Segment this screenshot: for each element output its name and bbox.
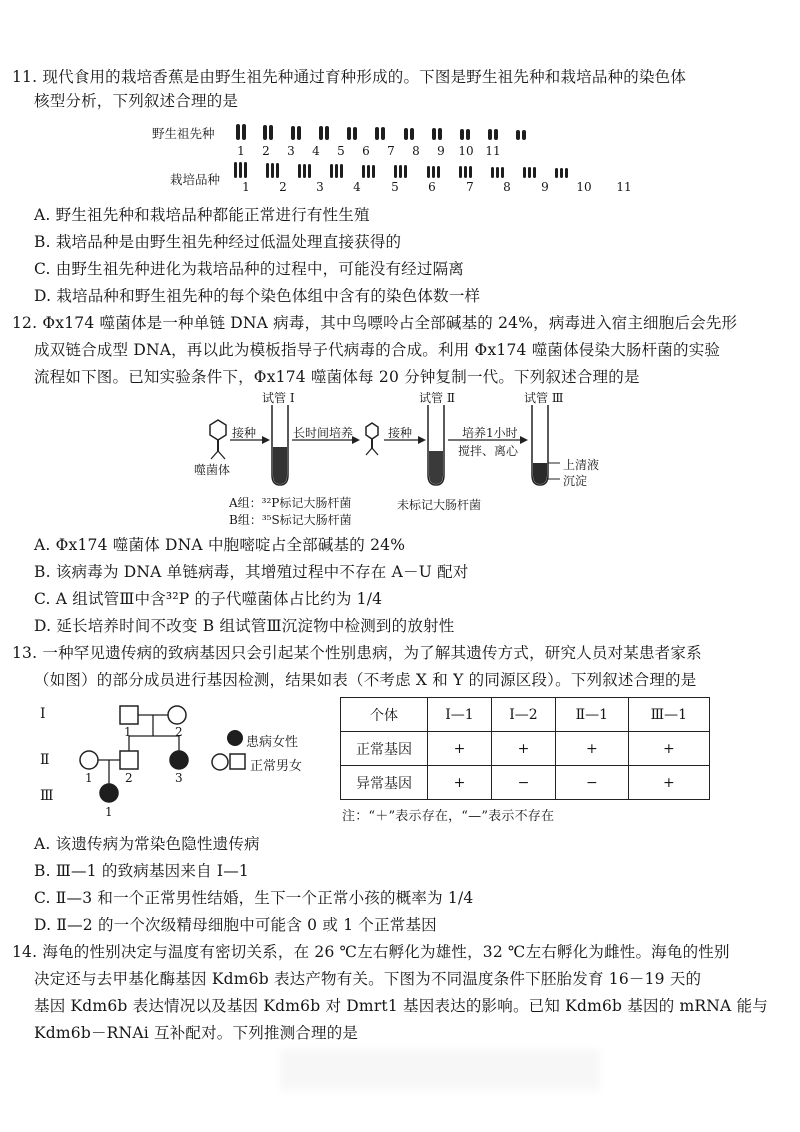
q14-line1: 14. 海龟的性别决定与温度有密切关系，在 26 ℃左右孵化为雄性，32 ℃左右孵化为雌性。海龟的性别	[12, 943, 730, 961]
wild-ancestor-label: 野生祖先种	[152, 126, 215, 141]
unlabeled-label: 未标记大肠杆菌	[397, 498, 482, 512]
q12-option-d: D. 延长培养时间不改变 B 组试管Ⅲ沉淀物中检测到的放射性	[34, 617, 455, 635]
phage-icon-2	[366, 423, 378, 455]
wild-num-10: 10	[458, 144, 474, 158]
cultivar-num-5: 5	[391, 180, 399, 194]
arrow3-label: 接种	[388, 426, 413, 440]
table-cell: +	[628, 766, 709, 800]
tube-2	[428, 405, 444, 485]
table-header-cell: Ⅲ—1	[628, 698, 709, 732]
table-row	[341, 766, 710, 800]
cultivar-num-9: 9	[541, 180, 549, 194]
table-cell: +	[428, 766, 492, 800]
table-cell: +	[491, 732, 555, 766]
group-a-label: A组：³²P标记大肠杆菌	[229, 496, 352, 510]
cultivar-num-2: 2	[279, 180, 287, 194]
wild-num-7: 7	[387, 144, 395, 158]
q13-option-c: C. Ⅱ—3 和一个正常男性结婚，生下一个正常小孩的概率为 1/4	[34, 889, 474, 907]
arrow4-bottom-label: 搅拌、离心	[458, 444, 519, 458]
tube2-label: 试管 Ⅱ	[419, 391, 455, 405]
generation-1-label: Ⅰ	[40, 706, 46, 722]
gen1-num-2: 2	[175, 725, 183, 739]
table-cell: +	[555, 732, 628, 766]
table-cell: +	[628, 732, 709, 766]
cultivar-chromosomes	[234, 162, 570, 182]
gen3-num-1: 1	[105, 805, 113, 819]
q11-option-a: A. 野生祖先种和栽培品种都能正常进行有性生殖	[34, 206, 370, 224]
wild-num-6: 6	[362, 144, 370, 158]
table-row	[341, 732, 710, 766]
cultivar-num-1: 1	[242, 180, 250, 194]
cultivar-num-6: 6	[428, 180, 436, 194]
wild-num-1: 1	[237, 144, 245, 158]
gen2-num-1: 1	[85, 771, 93, 785]
wild-num-9: 9	[437, 144, 445, 158]
cultivar-num-11: 11	[616, 180, 632, 194]
arrow2-label: 长时间培养	[293, 426, 354, 440]
q11-stem-line1: 11. 现代食用的栽培香蕉是由野生祖先种通过育种形成的。下图是野生祖先种和栽培品种的染色体	[12, 68, 687, 86]
q11-option-d: D. 栽培品种和野生祖先种的每个染色体组中含有的染色体数一样	[34, 287, 481, 305]
q14-line3: 基因 Kdm6b 表达情况以及基因 Kdm6b 对 Dmrt1 基因表达的影响。已知 Kdm6b 基因的 mRNA 能与	[34, 997, 768, 1015]
q13-option-d: D. Ⅱ—2 的一个次级精母细胞中可能含 0 或 1 个正常基因	[34, 916, 437, 934]
tube-3	[532, 405, 560, 485]
sediment-label: 沉淀	[563, 474, 588, 488]
pedigree-svg	[30, 700, 360, 830]
q12-stem-line1: 12. Φx174 噬菌体是一种单链 DNA 病毒，其中鸟嘌呤占全部碱基的 24%，病毒进入宿主细胞后会先形	[12, 314, 738, 332]
q13-option-a: A. 该遗传病为常染色隐性遗传病	[34, 835, 260, 853]
arrow1-label: 接种	[232, 426, 257, 440]
q12-stem-line2: 成双链合成型 DNA，再以此为模板指导子代病毒的合成。利用 Φx174 噬菌体侵染大肠杆菌的实验	[34, 341, 721, 359]
phage-label: 噬菌体	[194, 463, 231, 477]
tube3-label: 试管 Ⅲ	[524, 391, 564, 405]
wild-num-3: 3	[287, 144, 295, 158]
q12-stem-line3: 流程如下图。已知实验条件下，Φx174 噬菌体每 20 分钟复制一代。下列叙述合理的是	[34, 368, 640, 386]
wild-num-11: 11	[485, 144, 501, 158]
table-cell: 异常基因	[341, 766, 428, 800]
q12-option-b: B. 该病毒为 DNA 单链病毒，其增殖过程中不存在 A－U 配对	[34, 563, 469, 581]
supernatant-label: 上清液	[563, 458, 600, 472]
q11-option-c: C. 由野生祖先种进化为栽培品种的过程中，可能没有经过隔离	[34, 260, 464, 278]
table-note: 注：“＋”表示存在，“—”表示不存在	[342, 809, 555, 824]
table-cell: +	[428, 732, 492, 766]
legend-affected-female: 患病女性	[246, 735, 299, 750]
gene-test-table	[340, 697, 710, 800]
cultivar-num-4: 4	[353, 180, 361, 194]
q14-line2: 决定还与去甲基化酶基因 Kdm6b 表达产物有关。下图为不同温度条件下胚胎发育 16－19 天的	[34, 970, 702, 988]
group-b-label: B组：³⁵S标记大肠杆菌	[229, 513, 352, 527]
generation-2-label: Ⅱ	[40, 752, 50, 768]
q13-option-b: B. Ⅲ—1 的致病基因来自 Ⅰ—1	[34, 862, 249, 880]
tube-1	[272, 405, 288, 485]
q13-stem-line2: （如图）的部分成员进行基因检测，结果如表（不考虑 X 和 Y 的同源区段）。下列叙述合理的是	[34, 671, 697, 689]
gen2-num-3: 3	[175, 771, 183, 785]
wild-num-2: 2	[262, 144, 270, 158]
table-header-cell: Ⅰ—1	[428, 698, 492, 732]
table-cell: −	[491, 766, 555, 800]
generation-3-label: Ⅲ	[40, 788, 54, 804]
wild-num-8: 8	[412, 144, 420, 158]
table-header-cell: Ⅰ—2	[491, 698, 555, 732]
gen2-num-2: 2	[125, 771, 133, 785]
q13-stem-line1: 13. 一种罕见遗传病的致病基因只会引起某个性别患病，为了解其遗传方式，研究人员对某患者家系	[12, 644, 702, 662]
cultivar-num-7: 7	[466, 180, 474, 194]
q14-line4: Kdm6b－RNAi 互补配对。下列推测合理的是	[34, 1024, 359, 1042]
table-header-cell: Ⅱ—1	[555, 698, 628, 732]
q11-option-b: B. 栽培品种是由野生祖先种经过低温处理直接获得的	[34, 233, 402, 251]
cultivar-label: 栽培品种	[170, 172, 221, 187]
cultivar-num-8: 8	[503, 180, 511, 194]
legend-normal: 正常男女	[250, 759, 303, 774]
table-cell: 正常基因	[341, 732, 428, 766]
cultivar-num-3: 3	[316, 180, 324, 194]
cultivar-num-10: 10	[576, 180, 592, 194]
q12-option-a: A. Φx174 噬菌体 DNA 中胞嘧啶占全部碱基的 24%	[34, 536, 406, 554]
wild-num-5: 5	[337, 144, 345, 158]
blurred-figure-area	[280, 1050, 600, 1090]
q12-option-c: C. A 组试管Ⅲ中含³²P 的子代噬菌体占比约为 1/4	[34, 590, 383, 608]
table-cell: −	[555, 766, 628, 800]
table-header-row	[341, 698, 710, 732]
wild-chromosomes	[236, 124, 528, 144]
tube1-label: 试管 Ⅰ	[262, 391, 295, 405]
phage-icon-1	[210, 420, 226, 459]
arrow4-top-label: 培养1小时	[462, 426, 518, 440]
q11-stem-line2: 核型分析，下列叙述合理的是	[34, 92, 239, 110]
wild-num-4: 4	[312, 144, 320, 158]
gen1-num-1: 1	[124, 725, 132, 739]
table-header-cell: 个体	[341, 698, 428, 732]
